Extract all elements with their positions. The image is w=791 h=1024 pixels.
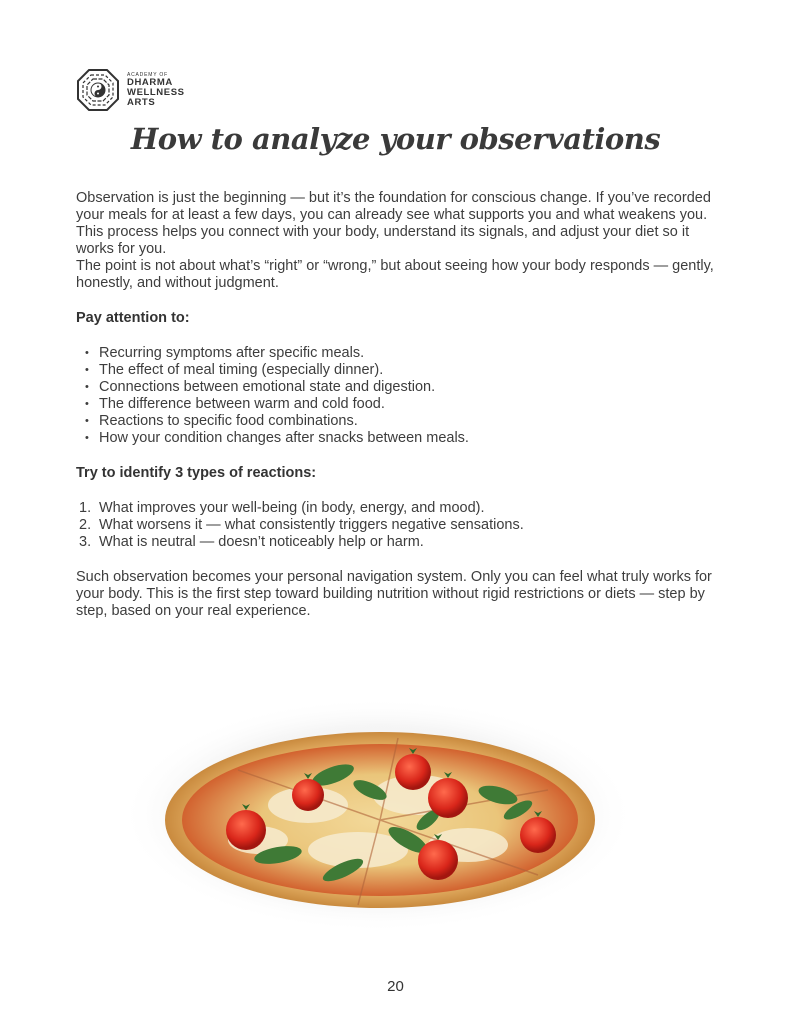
list-item: • The difference between warm and cold food.	[76, 396, 726, 413]
bagua-yin-yang-icon	[76, 68, 120, 112]
list-item: • Reactions to specific food combinations.	[76, 413, 726, 430]
list-item	[76, 517, 726, 534]
page-title: How to analyze your observations	[130, 122, 661, 156]
logo-line-2: WELLNESS	[127, 87, 185, 98]
intro-paragraph-2: The point is not about what’s “right” or “wrong,” but about seeing how your body responds — gently, honestly, and without judgment.	[76, 258, 714, 291]
closing-paragraph: Such observation becomes your personal navigation system. Only you can feel what truly works for your body. This is the first step toward building nutrition without rigid restrictions or diets — step by step, based on your real experience.	[76, 569, 712, 619]
pizza-illustration	[118, 700, 638, 940]
article-body	[76, 190, 726, 620]
intro-paragraph-1: Observation is just the beginning — but it’s the foundation for conscious change. If you’ve recorded your meals for at least a few days, you can already see what supports you and what weakens you. This process helps you connect with your body, understand its signals, and adjust your diet so it works for you.	[76, 190, 711, 257]
list-text: What worsens it — what consistently triggers negative sensations.	[99, 517, 524, 533]
page-number: 20	[387, 978, 404, 995]
list-item: • Recurring symptoms after specific meals.	[76, 345, 726, 362]
attention-heading: Pay attention to:	[76, 310, 190, 326]
list-item: • Connections between emotional state and digestion.	[76, 379, 726, 396]
list-item: • The effect of meal timing (especially dinner).	[76, 362, 726, 379]
academy-logo	[76, 68, 196, 114]
list-item: • How your condition changes after snacks between meals.	[76, 430, 726, 447]
list-number: 1.	[79, 500, 92, 516]
list-number: 3.	[79, 534, 92, 550]
reactions-heading: Try to identify 3 types of reactions:	[76, 465, 317, 481]
list-text: What improves your well-being (in body, energy, and mood).	[99, 500, 485, 516]
list-number: 2.	[79, 517, 92, 533]
logo-line-small: ACADEMY OF	[127, 72, 168, 78]
attention-list	[76, 345, 726, 447]
list-text: What is neutral — doesn’t noticeably help or harm.	[99, 534, 424, 550]
list-item	[76, 500, 726, 517]
logo-line-3: ARTS	[127, 97, 156, 108]
list-item	[76, 534, 726, 551]
reactions-list	[76, 500, 726, 551]
logo-line-1: DHARMA	[127, 77, 173, 88]
